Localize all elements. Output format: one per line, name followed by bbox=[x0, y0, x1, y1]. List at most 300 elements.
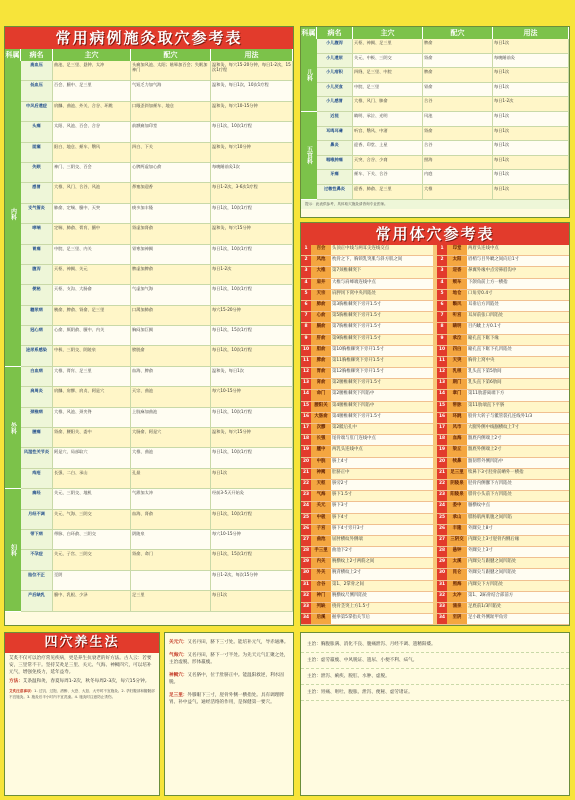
table-row bbox=[21, 510, 293, 530]
usage: 每穴15-20分钟 bbox=[211, 306, 293, 325]
method-text: 艾条温和灸，春夏每周1-2次，秋冬每周2-3次，每穴15分钟。 bbox=[22, 679, 150, 684]
acupoint-index: 8 bbox=[437, 323, 447, 333]
main-points: 关元、气海、三阴交 bbox=[53, 510, 131, 529]
extra-points: 大肠俞、阿是穴 bbox=[131, 428, 211, 447]
acupoint-name: 天宗 bbox=[311, 290, 331, 300]
acupoint-row bbox=[301, 525, 433, 536]
acupoint-location: 鼻翼外缘中点旁鼻唇沟中 bbox=[468, 268, 517, 274]
table-row bbox=[21, 530, 293, 550]
acupoint-location: 脐上4寸 bbox=[332, 458, 348, 464]
category-label: 儿科 bbox=[301, 39, 317, 112]
acupoint-row bbox=[301, 569, 433, 580]
main-points: 睛明、承泣、光明 bbox=[353, 112, 423, 126]
usage: 每日1次 bbox=[493, 185, 569, 199]
extra-points: 脾俞 bbox=[423, 68, 493, 82]
acupoint-location: 曲池下2寸 bbox=[332, 548, 353, 554]
acupoint-location: 内踝尖上3寸胫骨内侧后缘 bbox=[468, 536, 520, 542]
acupoint-name: 大肠俞 bbox=[311, 413, 331, 423]
usage: 每日1次 bbox=[493, 141, 569, 155]
pediatric-table-body bbox=[301, 39, 569, 200]
main-points: 胰俞、脾俞、肾俞、足三里 bbox=[53, 306, 131, 325]
extra-points: 风池 bbox=[423, 112, 493, 126]
usage: 每日1次，10次1疗程 bbox=[211, 408, 293, 427]
extra-points: 肾俞 bbox=[423, 127, 493, 141]
disease-name: 白血病 bbox=[21, 367, 53, 386]
extra-points: 胃俞 bbox=[423, 83, 493, 97]
acupoint-index: 8 bbox=[301, 323, 311, 333]
acupoint-index: 3 bbox=[301, 267, 311, 277]
acupoint-location: 股骨大转子与骶管裂孔连线外1/3 bbox=[468, 413, 533, 419]
acupoint-column-right bbox=[437, 245, 569, 625]
usage: 温和灸，每穴10分钟 bbox=[211, 143, 293, 162]
main-points: 太阳、风池、百会、合谷 bbox=[53, 122, 131, 141]
acupoint-index: 32 bbox=[301, 592, 311, 602]
table-row bbox=[21, 245, 293, 265]
acupoint-index: 26 bbox=[437, 525, 447, 535]
usage: 每日1次 bbox=[493, 112, 569, 126]
disease-name: 产后缺乳 bbox=[21, 591, 53, 610]
acupoint-location: 脐下1.5寸 bbox=[332, 492, 353, 498]
table-row bbox=[21, 285, 293, 305]
disease-name: 带下病 bbox=[21, 530, 53, 549]
disease-name: 支气管炎 bbox=[21, 204, 53, 223]
acupoint-index: 1 bbox=[301, 245, 311, 255]
header-disease: 病名 bbox=[317, 27, 353, 39]
acupoint-location: 第10胸椎棘突下旁开1.5寸 bbox=[332, 346, 385, 352]
acupoint-row bbox=[301, 279, 433, 290]
acupoint-row bbox=[437, 480, 569, 491]
extra-points: 血海、脾俞 bbox=[131, 367, 211, 386]
usage: 每日1次，15次1疗程 bbox=[211, 326, 293, 345]
acupoint-location: 大椎与肩峰端连线中点 bbox=[332, 279, 376, 285]
acupoint-index: 24 bbox=[437, 502, 447, 512]
acupoint-location: 脐下4寸旁开3寸 bbox=[332, 525, 364, 531]
acupoint-name: 肩井 bbox=[311, 279, 331, 289]
acupoint-row bbox=[437, 323, 569, 334]
acupoint-location: 下颌角前上方一横指 bbox=[468, 279, 508, 285]
acupoint-name: 关元 bbox=[311, 502, 331, 512]
extra-points: 脾虚加脾俞 bbox=[131, 265, 211, 284]
acupoint-name: 长强 bbox=[311, 435, 331, 445]
table-row bbox=[317, 112, 569, 127]
acupoint-row bbox=[437, 435, 569, 446]
four-points-indications bbox=[301, 637, 569, 701]
acupoint-location: 脐旁2寸 bbox=[332, 480, 348, 486]
usage: 每穴10-15分钟 bbox=[211, 530, 293, 549]
main-points: 听宫、翳风、中渚 bbox=[353, 127, 423, 141]
disease-name: 鼻炎 bbox=[317, 141, 353, 155]
acupoint-index: 20 bbox=[437, 458, 447, 468]
acupoint-index: 25 bbox=[437, 514, 447, 524]
disease-name: 痔疮 bbox=[21, 469, 53, 488]
table-row bbox=[21, 550, 293, 570]
acupoint-row bbox=[437, 402, 569, 413]
acupoint-row bbox=[301, 301, 433, 312]
table-row bbox=[21, 163, 293, 183]
acupoint-location: 肚脐正中 bbox=[332, 469, 350, 475]
usage: 温和灸，每日1次 bbox=[211, 367, 293, 386]
extra-points: 大椎、曲池 bbox=[131, 448, 211, 467]
acupoint-name: 三阴交 bbox=[447, 536, 467, 546]
acupoint-name: 委中 bbox=[447, 502, 467, 512]
acupoint-row bbox=[437, 267, 569, 278]
acupoint-row bbox=[301, 480, 433, 491]
main-points: 四缝、足三里、中脘 bbox=[353, 68, 423, 82]
acupoint-index: 21 bbox=[437, 469, 447, 479]
acupoint-name: 听宫 bbox=[447, 312, 467, 322]
acupoint-row bbox=[301, 502, 433, 513]
table-row bbox=[21, 448, 293, 468]
acupoint-row bbox=[437, 514, 569, 525]
acupoint-location: 第4腰椎棘突下旁开1.5寸 bbox=[332, 413, 382, 419]
extra-points: 合谷 bbox=[423, 141, 493, 155]
moxibustion-table-body bbox=[5, 61, 293, 612]
acupoint-row bbox=[301, 491, 433, 502]
usage: 每日1次，15次1疗程 bbox=[211, 550, 293, 569]
extra-points: 肾俞、命门 bbox=[131, 550, 211, 569]
acupoint-index: 4 bbox=[437, 279, 447, 289]
acupoint-row bbox=[437, 279, 569, 290]
acupoint-name: 带脉 bbox=[447, 402, 467, 412]
acupoint-index: 11 bbox=[301, 357, 311, 367]
acupoint-name: 太溪 bbox=[447, 558, 467, 568]
acupoint-row bbox=[301, 547, 433, 558]
main-points: 关元、子宫、三阴交 bbox=[53, 550, 131, 569]
acupoint-location: 桡骨茎突上方1.5寸 bbox=[332, 604, 370, 609]
acupoint-index: 25 bbox=[301, 514, 311, 524]
acupoint-location: 内踝尖下方凹陷处 bbox=[468, 581, 504, 587]
acupoint-index: 7 bbox=[437, 312, 447, 322]
main-points: 中脘、足三里 bbox=[353, 83, 423, 97]
acupoint-name: 胃俞 bbox=[311, 368, 331, 378]
usage: 每晚睡前灸 bbox=[493, 54, 569, 68]
four-points-panel bbox=[4, 632, 160, 796]
usage: 每日1次，10次1疗程 bbox=[211, 122, 293, 141]
acupoint-location: 第1、2跖骨结合部前方 bbox=[468, 592, 514, 598]
acupoint-row bbox=[301, 245, 433, 256]
acupoint-name: 昆仑 bbox=[447, 569, 467, 579]
acupoint-index: 22 bbox=[301, 480, 311, 490]
acupoint-location: 第7颈椎棘突下 bbox=[332, 268, 362, 274]
acupoint-row bbox=[437, 569, 569, 580]
point-detail-label: 足三里： bbox=[169, 693, 188, 698]
pediatric-table-note: 提示：此表供参考，具体取穴施灸请咨询专业医师。 bbox=[301, 200, 569, 210]
acupoint-location: 口角旁0.4寸 bbox=[468, 290, 493, 296]
point-detail-text: 又名脐中，位于肚脐正中。能温阳救逆，利水固脱。 bbox=[169, 673, 284, 685]
acupoint-index: 12 bbox=[301, 368, 311, 378]
acupoint-name: 迎香 bbox=[447, 267, 467, 277]
acupoint-name: 肝俞 bbox=[311, 335, 331, 345]
disease-name: 小儿感冒 bbox=[317, 97, 353, 111]
acupoint-name: 后溪 bbox=[311, 614, 331, 624]
disease-name: 高血压 bbox=[21, 61, 53, 80]
table-row bbox=[317, 127, 569, 142]
disease-name: 感冒 bbox=[21, 183, 53, 202]
usage: 每日1-2次 bbox=[493, 97, 569, 111]
acupoint-name: 中极 bbox=[311, 514, 331, 524]
table-row bbox=[21, 204, 293, 224]
four-points-body: 艾炙不仅可以治疗常见疾病，更是养生抗衰老的好方法。古人云：若要安，三里常不干。坚持艾灸足三里、关元、气海、神阙四穴，可以培补元气，增强免疫力，延年益寿。 bbox=[9, 656, 152, 675]
acupoint-index: 10 bbox=[437, 346, 447, 356]
usage: 每日1-2次 bbox=[211, 265, 293, 284]
table-row bbox=[21, 367, 293, 387]
header-category: 科属 bbox=[301, 29, 316, 37]
acupoint-index: 20 bbox=[301, 458, 311, 468]
extra-points: 胸闷加巨阙 bbox=[131, 326, 211, 345]
extra-points: 肾虚加肾俞 bbox=[131, 224, 211, 243]
acupoint-row bbox=[437, 413, 569, 424]
table-row bbox=[21, 326, 293, 346]
acupoint-row bbox=[301, 469, 433, 480]
acupoint-location: 髌底外侧端上2寸 bbox=[468, 447, 502, 453]
acupoint-location: 外踝尖上8寸 bbox=[468, 525, 493, 531]
extra-points: 阴陵泉 bbox=[131, 530, 211, 549]
method-label: 方法： bbox=[9, 679, 23, 684]
acupoint-name: 心俞 bbox=[311, 312, 331, 322]
acupoint-name: 列缺 bbox=[311, 603, 331, 613]
disease-name: 肩周炎 bbox=[21, 387, 53, 406]
acupoint-row bbox=[301, 402, 433, 413]
main-points: 天突、合谷、少商 bbox=[353, 156, 423, 170]
main-points: 带脉、白环俞、三阴交 bbox=[53, 530, 131, 549]
acupoint-row bbox=[437, 301, 569, 312]
header-usage: 用法 bbox=[493, 27, 569, 39]
acupoint-name: 膈俞 bbox=[311, 323, 331, 333]
acupoint-index: 15 bbox=[301, 402, 311, 412]
main-points: 大椎、膏肓、足三里 bbox=[53, 367, 131, 386]
acupoint-index: 13 bbox=[301, 379, 311, 389]
table-row bbox=[317, 97, 569, 112]
extra-points: 鼻塞加迎香 bbox=[131, 183, 211, 202]
acupoint-name: 合谷 bbox=[311, 581, 331, 591]
extra-points: 内庭 bbox=[423, 170, 493, 184]
extra-points: 照海 bbox=[423, 156, 493, 170]
acupoint-row bbox=[301, 267, 433, 278]
acupoint-index: 6 bbox=[437, 301, 447, 311]
usage: 经前3-5天开始灸 bbox=[211, 489, 293, 508]
acupoint-name: 颊车 bbox=[447, 279, 467, 289]
main-points: 百会、膻中、足三里 bbox=[53, 81, 131, 100]
disease-name: 颈椎病 bbox=[21, 408, 53, 427]
usage: 每日1次 bbox=[493, 127, 569, 141]
acupoint-row bbox=[301, 413, 433, 424]
four-points-title: 四穴养生法 bbox=[5, 633, 159, 653]
acupoint-index: 28 bbox=[301, 547, 311, 557]
acupoint-location: 头顶正中线与两耳尖连线交点 bbox=[332, 246, 390, 251]
acupoint-name: 承山 bbox=[447, 514, 467, 524]
usage: 每日1-2次，每次15分钟 bbox=[211, 571, 293, 590]
acupoint-row bbox=[301, 458, 433, 469]
table-row bbox=[21, 81, 293, 101]
acupoint-row bbox=[437, 458, 569, 469]
acupoint-location: 胸骨上窝中央 bbox=[468, 357, 495, 363]
acupoint-index: 33 bbox=[301, 603, 311, 613]
acupoint-location: 第11胸椎棘突下旁开1.5寸 bbox=[332, 357, 385, 363]
table-row bbox=[21, 387, 293, 407]
usage: 每日1次，10次1疗程 bbox=[211, 510, 293, 529]
acupoint-location: 腓骨小头前下方凹陷处 bbox=[468, 492, 512, 498]
notes-label: 艾炙注意事项： bbox=[9, 689, 35, 693]
acupoint-location: 枕骨之下，胸锁乳突肌与斜方肌之间 bbox=[332, 257, 403, 263]
acupoint-name: 地仓 bbox=[447, 290, 467, 300]
acupoint-index: 17 bbox=[301, 424, 311, 434]
table-row bbox=[21, 571, 293, 591]
acupoint-name: 百会 bbox=[311, 245, 331, 255]
acupoint-row bbox=[437, 335, 569, 346]
acupoint-row bbox=[301, 536, 433, 547]
acupoint-name: 涌泉 bbox=[447, 603, 467, 613]
disease-name: 风湿性关节炎 bbox=[21, 448, 53, 467]
acupoint-location: 肩胛冈下窝中央凹陷处 bbox=[332, 290, 376, 296]
extra-points bbox=[131, 571, 211, 590]
acupoint-index: 29 bbox=[437, 558, 447, 568]
main-points: 颊车、下关、合谷 bbox=[353, 170, 423, 184]
disease-name: 糖尿病 bbox=[21, 306, 53, 325]
main-points: 大椎、风池、颈夹脊 bbox=[53, 408, 131, 427]
category-label: 妇科 bbox=[5, 489, 21, 611]
acupoint-location: 腕横纹上2寸两筋之间 bbox=[332, 559, 375, 565]
acupoint-row bbox=[437, 603, 569, 614]
acupoint-name: 神门 bbox=[311, 592, 331, 602]
acupoint-grid bbox=[301, 245, 569, 625]
acupoint-location: 第11肋游离端下方 bbox=[468, 391, 505, 397]
extra-points: 肾俞 bbox=[423, 54, 493, 68]
acupoint-index: 34 bbox=[301, 614, 311, 624]
acupoint-location: 乳头直下第6肋间 bbox=[468, 380, 502, 386]
acupoint-name: 阴陵泉 bbox=[447, 480, 467, 490]
acupoint-location: 脐下4寸 bbox=[332, 514, 348, 520]
usage: 每晚睡前灸1次 bbox=[211, 163, 293, 182]
table-row bbox=[21, 489, 293, 509]
extra-points: 大椎 bbox=[423, 185, 493, 199]
acupoint-index: 19 bbox=[301, 446, 311, 456]
acupoint-index: 5 bbox=[301, 290, 311, 300]
disease-name: 小儿遗尿 bbox=[317, 54, 353, 68]
acupoint-row bbox=[437, 581, 569, 592]
disease-name: 中风后遗症 bbox=[21, 102, 53, 121]
main-points: 中脘、足三里、内关 bbox=[53, 245, 131, 264]
acupoint-name: 天突 bbox=[447, 357, 467, 367]
acupoint-index: 23 bbox=[301, 491, 311, 501]
acupoint-name: 腰阳关 bbox=[311, 402, 331, 412]
point-detail bbox=[165, 670, 293, 690]
acupoint-row bbox=[301, 446, 433, 457]
main-points: 关元、中极、三阴交 bbox=[353, 54, 423, 68]
acupoint-index: 18 bbox=[301, 435, 311, 445]
extra-points: 口眼歪斜加颊车、地仓 bbox=[131, 102, 211, 121]
acupoint-location: 犊鼻下3寸胫骨前嵴外一横指 bbox=[468, 469, 524, 475]
acupoint-name: 膻中 bbox=[311, 446, 331, 456]
acupoint-row bbox=[301, 435, 433, 446]
acupoint-location: 乳头直下第5肋间 bbox=[468, 369, 502, 375]
table-row bbox=[21, 591, 293, 611]
acupoint-index: 5 bbox=[437, 290, 447, 300]
disease-name: 小儿厌食 bbox=[317, 83, 353, 97]
acupoint-row bbox=[301, 368, 433, 379]
disease-name: 耳鸣耳聋 bbox=[317, 127, 353, 141]
disease-name: 失眠 bbox=[21, 163, 53, 182]
acupoint-name: 太冲 bbox=[447, 592, 467, 602]
acupoint-index: 2 bbox=[437, 256, 447, 266]
indication-item: 主治：虚劳羸瘦、中风脱证、遗尿、小便不利、疝气。 bbox=[301, 653, 569, 669]
acupoint-name: 次髎 bbox=[311, 424, 331, 434]
main-points: 关元、三阴交、地机 bbox=[53, 489, 131, 508]
acupoint-row bbox=[437, 357, 569, 368]
acupoint-location: 髌韧带外侧凹陷中 bbox=[468, 458, 504, 464]
acupoint-row bbox=[437, 592, 569, 603]
acupoint-row bbox=[301, 335, 433, 346]
indication-item: 主治：胃痛、呕吐、腹胀、泄泻、便秘、虚劳诸证。 bbox=[301, 685, 569, 701]
indication-item: 主治：胸腹胀满、消化不良、腹痛泄泻、月经不调、遗精阳痿。 bbox=[301, 637, 569, 653]
acupoint-index: 4 bbox=[301, 279, 311, 289]
acupoint-name: 肾俞 bbox=[311, 379, 331, 389]
acupoint-index: 34 bbox=[437, 614, 447, 624]
main-points: 曲池、足三里、悬钟、太冲 bbox=[53, 61, 131, 80]
acupoint-location: 第12胸椎棘突下旁开1.5寸 bbox=[332, 369, 385, 375]
table-row bbox=[317, 83, 569, 98]
extra-points: 气滞加太冲 bbox=[131, 489, 211, 508]
four-points-notes bbox=[5, 687, 159, 702]
table-row bbox=[317, 54, 569, 69]
acupoint-location: 胫骨内侧髁下方凹陷处 bbox=[468, 480, 512, 486]
acupoint-index: 33 bbox=[437, 603, 447, 613]
acupoint-index: 18 bbox=[437, 435, 447, 445]
main-points: 阳白、地仓、颊车、翳风 bbox=[53, 143, 131, 162]
acupoint-index: 15 bbox=[437, 402, 447, 412]
acupoint-location: 眉梢与目外眦之间向后1寸 bbox=[468, 257, 520, 263]
acupoint-location: 足小趾外侧趾甲角旁 bbox=[468, 615, 508, 621]
acupoint-index: 26 bbox=[301, 525, 311, 535]
header-category: 科属 bbox=[5, 51, 20, 59]
disease-name: 痛经 bbox=[21, 489, 53, 508]
table-row bbox=[21, 224, 293, 244]
acupoint-location: 第2骶后孔中 bbox=[332, 425, 357, 430]
main-points: 肩髃、肩髎、肩贞、阿是穴 bbox=[53, 387, 131, 406]
acupoint-row bbox=[437, 502, 569, 513]
acupoint-name: 胆俞 bbox=[311, 346, 331, 356]
header-extra-points: 配穴 bbox=[423, 27, 493, 39]
acupoint-location: 腘横纹中点 bbox=[468, 503, 490, 509]
point-detail-label: 气海穴： bbox=[169, 653, 188, 658]
acupoint-name: 大椎 bbox=[311, 267, 331, 277]
usage: 每日1次，10次1疗程 bbox=[211, 245, 293, 264]
usage: 温和灸，每日1次，10次1疗程 bbox=[211, 81, 293, 100]
acupoint-name: 肺俞 bbox=[311, 301, 331, 311]
acupoint-name: 神阙 bbox=[311, 469, 331, 479]
usage: 每穴10-15分钟 bbox=[211, 387, 293, 406]
main-points: 中极、三阴交、阴陵泉 bbox=[53, 346, 131, 365]
acupoint-name: 悬钟 bbox=[447, 547, 467, 557]
main-points: 阿是穴、局部取穴 bbox=[53, 448, 131, 467]
acupoint-location: 第5胸椎棘突下旁开1.5寸 bbox=[332, 313, 382, 319]
table-row bbox=[317, 141, 569, 156]
usage: 每日1-2次，3-6次1疗程 bbox=[211, 183, 293, 202]
acupoint-location: 髌底内侧端上2寸 bbox=[468, 436, 502, 442]
acupoint-location: 足底前1/3凹陷处 bbox=[468, 604, 502, 609]
disease-name: 胃痛 bbox=[21, 245, 53, 264]
acupoint-name: 章门 bbox=[447, 390, 467, 400]
acupoint-index: 14 bbox=[301, 390, 311, 400]
acupoint-name: 照海 bbox=[447, 581, 467, 591]
category-label: 外科 bbox=[5, 367, 21, 489]
four-points-method bbox=[5, 678, 159, 687]
acupoint-row bbox=[437, 446, 569, 457]
main-points: 至阴 bbox=[53, 571, 131, 590]
acupoint-location: 第9胸椎棘突下旁开1.5寸 bbox=[332, 335, 382, 341]
extra-points: 脾俞 bbox=[423, 39, 493, 53]
main-points: 天枢、神阙、足三里 bbox=[353, 39, 423, 53]
acupoint-name: 风池 bbox=[311, 256, 331, 266]
